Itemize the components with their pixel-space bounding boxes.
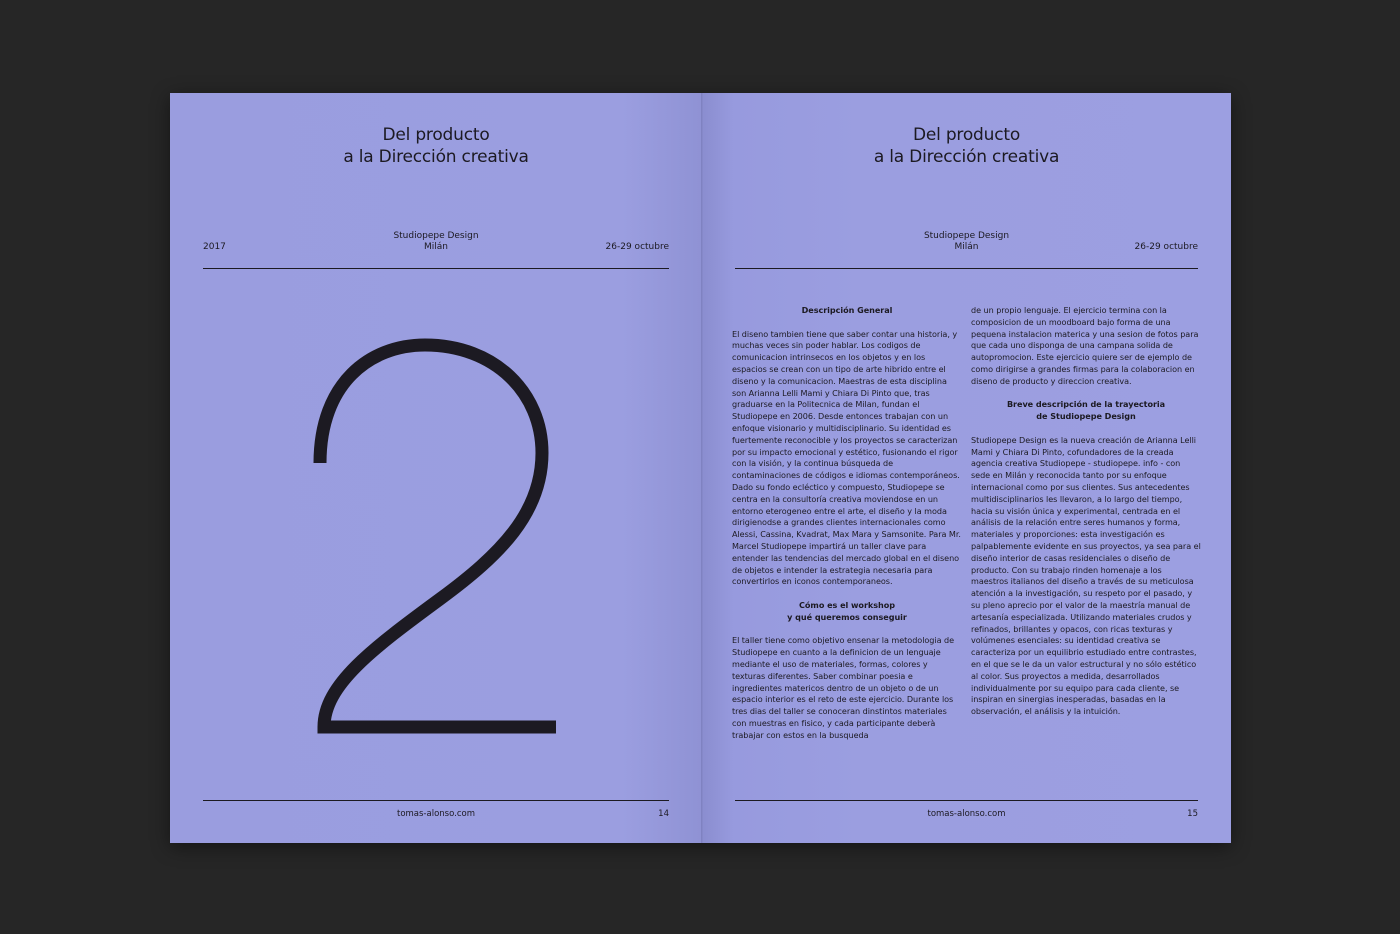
left-page: [170, 93, 702, 843]
left-page-title: [170, 124, 702, 168]
left-year: 2017: [203, 242, 226, 252]
spine-fold: [701, 93, 703, 843]
left-studio-name: Studiopepe Design: [393, 231, 479, 241]
heading-trayectoria-line-1: Breve descripción de la trayectoria: [1006, 399, 1166, 410]
left-city: Milán: [424, 242, 448, 252]
right-footer-url[interactable]: tomas-alonso.com: [927, 809, 1006, 819]
left-dates: 26-29 octubre: [605, 242, 669, 252]
heading-workshop: [732, 600, 962, 624]
right-title-line-2: a la Dirección creativa: [873, 147, 1060, 167]
magazine-spread: [170, 93, 1231, 843]
heading-trayectoria-line-2: de Studiopepe Design: [1036, 411, 1136, 422]
right-city: Milán: [954, 242, 979, 252]
heading-trayectoria: [971, 399, 1201, 423]
paragraph-workshop: El taller tiene como objetivo ensenar la metodologia de Studiopepe en cuanto a la definicion de un lenguaje mediante el uso de materiales, formas, colores y texturas diferentes. Saber combinar poesia e ingredientes matericos dentro de un objeto o de un espacio interior es el reto de este ejercicio. Durante los tres dias del taller se conoceran dinstintos materiales con muestras en fisico, y cada participante deberà trabajar con estos en la busqueda: [732, 635, 955, 740]
heading-descripcion-general: Descripción General: [801, 305, 893, 315]
heading-workshop-line-1: Cómo es el workshop: [799, 599, 895, 610]
right-page-title: [702, 124, 1231, 168]
right-dates: 26-29 octubre: [1134, 242, 1198, 252]
left-title-line-1: Del producto: [382, 125, 490, 145]
text-column-2: [971, 305, 1201, 730]
right-studio-name: Studiopepe Design: [923, 231, 1010, 241]
big-numeral-two: [310, 323, 570, 743]
left-top-rule: [203, 268, 669, 269]
right-page-number: 15: [1187, 809, 1198, 819]
heading-workshop-line-2: y qué queremos conseguir: [787, 611, 907, 622]
left-page-number: 14: [658, 809, 669, 819]
paragraph-descripcion: El diseno tambien tiene que saber contar una historia, y muchas veces sin poder hablar. Los codigos de comunicacion intrinsecos en los objetos y en los espacios se crean con un tipo de arte hibrido entre el diseno y la comunicacion. Maestras de esta disciplina son Arianna Lelli Mami y Chiara Di Pinto que, tras graduarse en la Politecnica de Milan, fundan el Studiopepe en 2006. Desde entonces trabajan con un enfoque visionario y multidisciplinario. Su identidad es fuertemente reconocible y los proyectos se caracterizan por su impacto emocional y estético, fusionando el rigor con la visión, y la continua búsqueda de contaminaciones de códigos e idiomas contemporáneos. Dado su fondo ecléctico y compuesto, Studiopepe se centra en la consultoría creativa moviendose en un entorno eterogeneo entre el arte, el diseño y la moda dirigienodse a grandes clientes internacionales como Alessi, Cassina, Kvadrat, Max Mara y Samsonite. Para Mr. Marcel Studiopepe impartirá un taller clave para entender las tendencias del mercado global en el diseno de objetos e intender la estrategia necesaria para convertirlos en iconos contemporaneos.: [732, 328, 961, 587]
paragraph-trayectoria: Studiopepe Design es la nueva creación de Arianna Lelli Mami y Chiara Di Pinto, cofundadores de la creada agencia creativa Studiopepe - studiopepe. info - con sede en Milán y reconocida tanto por su enfoque internacional como por sus clientes. Sus antecedentes multidisciplinarios les llevaron, a lo largo del tiempo, hacia su visión única y experimental, centrada en el análisis de la relación entre seres humanos y forma, materiales y proporciones: esta investigación es palpablemente evidente en sus proyectos, ya sea para el diseño interior de casas residenciales o diseño de producto. Con su trabajo rinden homenaje a los maestros italianos del diseño a través de su meticulosa atención a la investigación, su respeto por el pasado, y su pleno aprecio por el valor de la maestría manual de artesanía especializada. Utilizando materiales crudos y refinados, brillantes y opacos, con ricas texturas y volúmenes esenciales: su identidad creativa se caracteriza por un equilibrio estudiado entre contrastes, en el que se le da un valor estructural y no sólo estético al color. Sus proyectos a medida, desarrollados individualmente por su equipo para cada cliente, se inspiran en sinergias inesperadas, basadas en la observación, el análisis y la intuición.: [971, 434, 1201, 717]
text-column-1: [732, 305, 962, 753]
right-bottom-rule: [735, 800, 1198, 801]
right-title-line-1: Del producto: [912, 125, 1021, 145]
right-page: [702, 93, 1231, 843]
left-title-line-2: a la Dirección creativa: [343, 147, 529, 167]
left-footer-url[interactable]: tomas-alonso.com: [396, 809, 475, 819]
right-top-rule: [735, 268, 1198, 269]
paragraph-workshop-continued: de un propio lenguaje. El ejercicio termina con la composicion de un moodboard bajo forma de una pequena instalacion materica y una sesion de fotos para que cada uno disponga de una campana solida de autopromocion. Este ejercicio quiere ser de ejemplo de como dirigirse a grandes firmas para la colaboracion en diseno de producto y direccion creativa.: [971, 305, 1199, 386]
left-bottom-rule: [203, 800, 669, 801]
